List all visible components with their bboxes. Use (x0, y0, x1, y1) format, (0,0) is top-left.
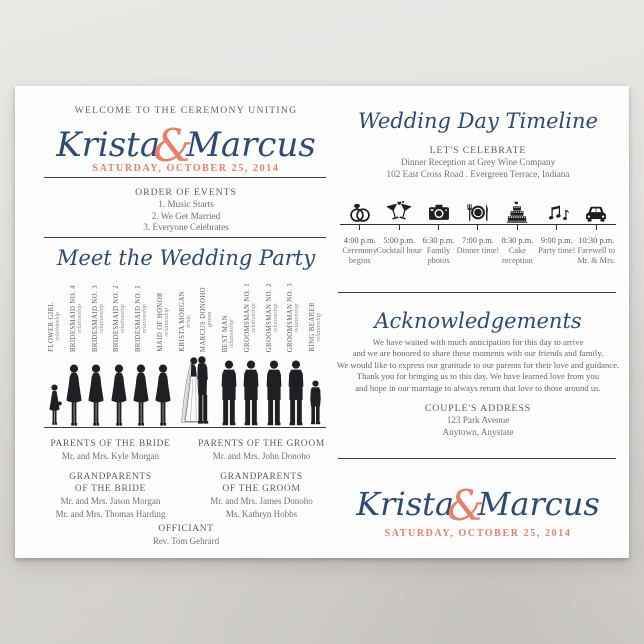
celebrate-section (333, 144, 623, 180)
parents-of-groom (186, 438, 337, 463)
member-role: relationship (55, 312, 61, 342)
member-role: relationship (316, 312, 322, 342)
bride-name: Krista (56, 125, 161, 165)
wedding-date-footer: SATURDAY, OCTOBER 25, 2014 (384, 528, 572, 539)
member-name: KRISTA MORGAN (178, 291, 186, 352)
member-role: relationship (76, 304, 83, 333)
couple-address-line: 123 Park Avenue (446, 415, 510, 425)
timeline (340, 196, 616, 266)
divider-line (338, 458, 616, 459)
parents-of-bride (35, 438, 186, 463)
couple-address-line: Anytown, Anystate (442, 426, 514, 437)
man-silhouette (264, 360, 284, 426)
celebrate-address: 102 East Cross Road . Evergreen Terrace, Indiana (386, 168, 570, 179)
member-role: relationship (163, 307, 170, 337)
member-role: bride (185, 315, 192, 328)
member-role: relationship (229, 318, 235, 348)
grandparents-title: GRANDPARENTS (69, 472, 152, 482)
timeline-labels (340, 235, 616, 266)
member-role: relationship (98, 304, 105, 333)
timeline-tick (438, 225, 439, 230)
groom-name: Marcus (186, 125, 316, 165)
camera-icon (426, 201, 452, 224)
timeline-entry (340, 235, 379, 266)
celebrate-venue: Dinner Reception at Grey Wine Company (400, 157, 556, 167)
acknowledgements-line: and hope in our marriage to always return that love to those around us. (355, 382, 601, 393)
divider-line (44, 177, 326, 178)
timeline-tick (517, 225, 518, 230)
wedding-program-sheet (15, 86, 629, 558)
ampersand: & (153, 119, 194, 172)
acknowledgements-line: We have waited with much anticipation for this day to arrive (372, 337, 584, 347)
parents-section (35, 438, 337, 463)
timeline-time: 5:00 p.m. (383, 236, 416, 245)
man-silhouette (219, 360, 239, 426)
silhouette-ground-line (44, 427, 326, 428)
grandparents-of-groom (186, 471, 337, 520)
girl-silhouette (47, 384, 62, 426)
wedding-date: SATURDAY, OCTOBER 25, 2014 (92, 163, 280, 174)
music-notes-icon (544, 201, 570, 224)
parents-names: Mr. and Mrs. Kyle Morgan (61, 451, 160, 461)
woman-silhouette (64, 364, 84, 426)
grandparents-names: Mr. and Mrs. Jason Morgan (60, 496, 161, 506)
member-name: BEST MAN (222, 314, 229, 352)
timeline-tick-cell (340, 225, 379, 230)
timeline-entry (498, 235, 537, 266)
grandparents-names: Mr. and Mrs. Thomas Harding (55, 508, 166, 519)
member-name: GROOMSMAN NO. 3 (287, 282, 295, 352)
acknowledgements-text (333, 337, 623, 394)
couple-silhouette (175, 354, 217, 426)
timeline-event: Family photos (426, 246, 451, 265)
car-icon (583, 201, 609, 224)
timeline-tick (399, 225, 400, 230)
timeline-event: Cocktail hour (376, 246, 422, 255)
program-front-page (35, 86, 337, 558)
acknowledgements-line: and we are honored to share these moments with our friends and family. (352, 348, 604, 359)
timeline-tick-cell (537, 225, 576, 230)
member-role: relationship (294, 302, 301, 332)
grandparents-title: OF THE GROOM (222, 484, 301, 494)
man-silhouette (241, 360, 261, 426)
timeline-tick-cell (458, 225, 497, 230)
timeline-entry (456, 235, 500, 266)
timeline-icon-cell (537, 196, 576, 224)
cake-icon (504, 201, 530, 224)
member-name: BRIDESMAID NO. 2 (113, 284, 121, 352)
timeline-tick (477, 225, 478, 230)
order-of-events (35, 186, 337, 234)
grandparents-names: Ms. Kathryn Hobbs (225, 508, 298, 519)
cocktail-icon (386, 201, 412, 224)
timeline-icon-cell (340, 196, 379, 224)
ampersand: & (447, 481, 485, 530)
order-of-events-title: ORDER OF EVENTS (135, 187, 237, 198)
timeline-event: Party time! (538, 246, 576, 255)
woman-silhouette (109, 364, 129, 426)
acknowledgements-line: Thank you for bringing us to this day. We have learned love from you (356, 371, 600, 382)
timeline-event: Dinner time! (456, 246, 500, 255)
timeline-time: 10:30 p.m. (578, 236, 615, 245)
member-role: relationship (250, 302, 257, 332)
member-name: FLOWER GIRL (48, 302, 55, 352)
timeline-axis (340, 224, 616, 230)
grandparents-title: OF THE BRIDE (74, 484, 147, 494)
timeline-event: Cake reception (501, 246, 533, 265)
timeline-icon-cell (577, 196, 616, 224)
member-name: BRIDESMAID NO. 3 (91, 284, 99, 352)
acknowledgements-line: We would like to express our gratitude to our parents for their love and guidance. (336, 359, 620, 370)
timeline-event: Farewell to Mr. & Mrs. (577, 246, 616, 265)
wedding-party-figures (47, 340, 323, 426)
timeline-icon-cell (419, 196, 458, 224)
timeline-tick-cell (419, 225, 458, 230)
celebrate-heading: LET'S CELEBRATE (429, 145, 527, 156)
parents-names: Mr. and Mrs. John Donoho (212, 451, 311, 461)
timeline-time: 4:00 p.m. (343, 236, 376, 245)
officiant-name: Rev. Tom Gehrard (152, 536, 220, 546)
program-back-page (333, 86, 623, 558)
grandparents-section (35, 471, 337, 520)
member-name: MARCUS DONOHO (200, 286, 208, 352)
order-item: 3. Everyone Celebrates (143, 222, 229, 233)
groom-name: Marcus (477, 485, 600, 523)
order-item: 2. We Get Married (151, 210, 221, 221)
member-name: BRIDESMAID NO. 1 (135, 284, 142, 352)
officiant-title: OFFICIANT (158, 524, 214, 534)
timeline-icon-cell (379, 196, 418, 224)
member-role: relationship (272, 302, 279, 332)
divider-line (338, 292, 616, 293)
timeline-tick (596, 225, 597, 230)
parents-title: PARENTS OF THE BRIDE (50, 439, 171, 449)
member-name: RING BEARER (309, 302, 316, 352)
timeline-event: Ceremony begins (342, 246, 377, 265)
timeline-time: 7:00 p.m. (462, 236, 494, 245)
member-role: relationship (120, 304, 127, 333)
boy-silhouette (308, 380, 323, 426)
timeline-icon-cell (498, 196, 537, 224)
man-silhouette (286, 360, 306, 426)
timeline-tick-cell (577, 225, 616, 230)
rings-icon (347, 201, 373, 224)
divider-line (44, 237, 326, 238)
member-name: MAID OF HONOR (156, 292, 164, 352)
timeline-icons (340, 196, 616, 224)
member-name: GROOMSMAN NO. 1 (243, 282, 251, 352)
timeline-time: 9:00 p.m. (540, 236, 573, 245)
couple-names-footer (333, 478, 623, 530)
woman-silhouette (153, 364, 173, 426)
timeline-time: 8:30 p.m. (501, 236, 534, 245)
woman-silhouette (86, 364, 106, 426)
timeline-time: 6:30 p.m. (422, 236, 455, 245)
parents-title: PARENTS OF THE GROOM (198, 439, 325, 449)
member-name: GROOMSMAN NO. 2 (265, 282, 273, 352)
timeline-entry (419, 235, 458, 266)
timeline-icon-cell (458, 196, 497, 224)
officiant-section (35, 523, 337, 548)
timeline-entry (376, 235, 422, 266)
timeline-tick-cell (498, 225, 537, 230)
timeline-entry (537, 235, 576, 266)
grandparents-title: GRANDPARENTS (220, 472, 303, 482)
timeline-title: Wedding Day Timeline (358, 109, 598, 133)
timeline-entry (577, 235, 616, 266)
woman-silhouette (131, 364, 151, 426)
member-name: BRIDESMAID NO. 4 (69, 284, 77, 352)
member-role: groom (207, 311, 214, 328)
welcome-line: WELCOME TO THE CEREMONY UNITING (74, 105, 298, 116)
timeline-tick (556, 225, 557, 230)
couple-address-section (333, 402, 623, 438)
dinner-icon (465, 201, 491, 224)
grandparents-of-bride (35, 471, 186, 520)
timeline-tick (359, 225, 360, 230)
bride-name: Krista (356, 485, 455, 523)
order-item: 1. Music Starts (158, 199, 214, 209)
timeline-tick-cell (379, 225, 418, 230)
couple-address-title: COUPLE'S ADDRESS (424, 403, 532, 414)
grandparents-names: Mr. and Mrs. James Donoho (210, 496, 313, 506)
acknowledgements-title: Acknowledgements (374, 309, 582, 333)
member-role: relationship (142, 304, 148, 333)
wedding-party-title: Meet the Wedding Party (56, 246, 316, 270)
